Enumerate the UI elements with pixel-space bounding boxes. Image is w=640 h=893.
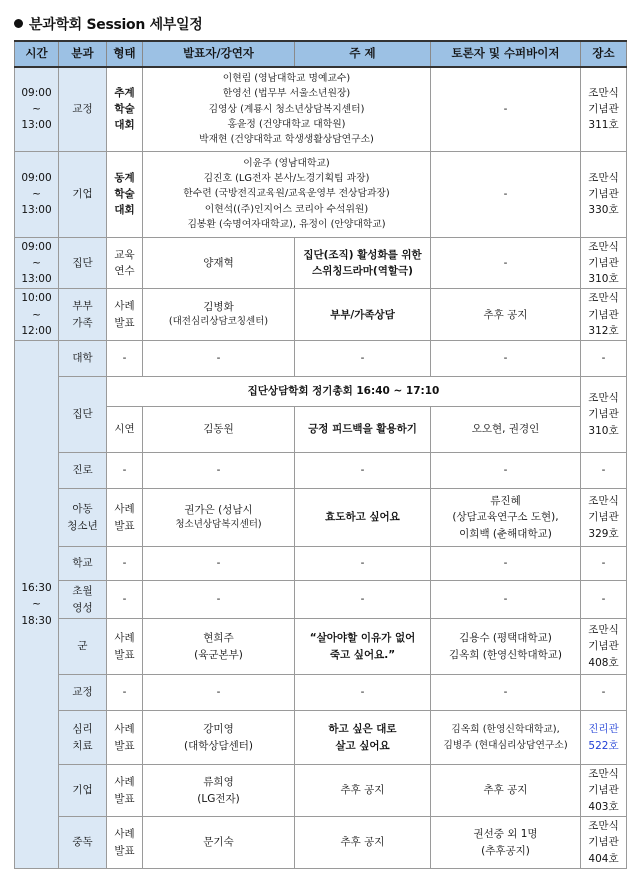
field-cell: 대학 [59,341,107,377]
form-cell: - [107,453,143,489]
table-row [15,711,627,765]
form-cell: 사례 발표 [107,765,143,817]
time-cell: 16:30 ~ 18:30 [15,341,59,869]
speaker-cell: 김병화 (대전심리상담코칭센터) [143,289,295,341]
table-row [15,67,627,151]
form-cell: 동계 학술 대회 [107,151,143,237]
topic-cell: 추후 공지 [295,765,431,817]
place-cell: 조만식 기념관 408호 [581,619,627,675]
table-row [15,489,627,547]
speaker-cell: 양재혁 [143,237,295,289]
discussant-cell: - [431,675,581,711]
page-title: 분과학회 Session 세부일정 [14,14,202,34]
header-time: 시간 [15,41,59,67]
field-cell: 아동 청소년 [59,489,107,547]
field-cell: 중독 [59,817,107,869]
field-cell: 부부 가족 [59,289,107,341]
field-cell: 집단 [59,237,107,289]
place-cell: - [581,581,627,619]
speaker-cell: 문기숙 [143,817,295,869]
discussant-cell: - [431,67,581,151]
discussant-cell: - [431,547,581,581]
speaker-cell: 강미영 (대학상담센터) [143,711,295,765]
header-discussant: 토론자 및 수퍼바이저 [431,41,581,67]
table-row [15,407,627,453]
discussant-cell: 권선중 외 1명 (추후공지) [431,817,581,869]
time-cell: 09:00 ~ 13:00 [15,237,59,289]
place-cell: 조만식 기념관 310호 [581,377,627,453]
form-cell: 사례 발표 [107,489,143,547]
form-cell: 추계 학술 대회 [107,67,143,151]
form-cell: - [107,547,143,581]
banner-cell: 집단상담학회 정기총회 16:40 ~ 17:10 [107,377,581,407]
discussant-cell: - [431,237,581,289]
place-cell: 조만식 기념관 403호 [581,765,627,817]
topic-cell: 집단(조직) 활성화를 위한 스위칭드라마(역할극) [295,237,431,289]
table-row [15,453,627,489]
header-place: 장소 [581,41,627,67]
discussant-cell: 김용수 (평택대학교) 김옥희 (한영신학대학교) [431,619,581,675]
topic-cell: - [295,675,431,711]
topic-cell: - [295,453,431,489]
table-row [15,619,627,675]
table-row [15,581,627,619]
topic-cell: 효도하고 싶어요 [295,489,431,547]
discussant-cell: - [431,341,581,377]
field-cell: 학교 [59,547,107,581]
table-row [15,289,627,341]
place-cell: - [581,341,627,377]
topic-cell: 부부/가족상담 [295,289,431,341]
time-cell: 09:00 ~ 13:00 [15,67,59,151]
field-cell: 기업 [59,765,107,817]
discussant-cell: - [431,453,581,489]
header-topic: 주 제 [295,41,431,67]
topic-cell: 추후 공지 [295,817,431,869]
table-row [15,151,627,237]
topic-cell: - [295,341,431,377]
form-cell: - [107,581,143,619]
field-cell: 초월 영성 [59,581,107,619]
table-row [15,765,627,817]
speaker-cell: - [143,341,295,377]
form-cell: 사례 발표 [107,619,143,675]
time-cell: 10:00 ~ 12:00 [15,289,59,341]
topic-cell: - [295,581,431,619]
field-cell: 교정 [59,675,107,711]
discussant-cell: 류진혜 (상담교육연구소 도현), 이희백 (춘해대학교) [431,489,581,547]
schedule-table [14,40,627,869]
table-row [15,237,627,289]
header-row [15,41,627,67]
speaker-cell: 이현림 (영남대학교 명예교수) 한영선 (법무부 서울소년원장) 김영상 (계룡시 청소년상담복지센터) 홍윤정 (건양대학교 대학원) 박재현 (건양대학교 학생생활상담연구소) [143,67,431,151]
place-cell: 조만식 기념관 310호 [581,237,627,289]
field-cell: 진로 [59,453,107,489]
place-cell: 진리관 522호 [581,711,627,765]
place-cell: 조만식 기념관 329호 [581,489,627,547]
table-row [15,817,627,869]
form-cell: - [107,341,143,377]
speaker-cell: - [143,453,295,489]
topic-cell: - [295,547,431,581]
topic-cell: 긍정 피드백을 활용하기 [295,407,431,453]
field-cell: 집단 [59,377,107,453]
form-cell: 사례 발표 [107,711,143,765]
speaker-cell: - [143,675,295,711]
topic-cell: 하고 싶은 대로 살고 싶어요 [295,711,431,765]
discussant-cell: 추후 공지 [431,289,581,341]
discussant-cell: 오오현, 권경인 [431,407,581,453]
header-speaker: 발표자/강연자 [143,41,295,67]
place-cell: 조만식 기념관 330호 [581,151,627,237]
speaker-cell: - [143,547,295,581]
form-cell: 교육 연수 [107,237,143,289]
field-cell: 심리 치료 [59,711,107,765]
place-cell: 조만식 기념관 404호 [581,817,627,869]
place-cell: 조만식 기념관 311호 [581,67,627,151]
speaker-cell: - [143,581,295,619]
discussant-cell: 추후 공지 [431,765,581,817]
speaker-cell: 류희영 (LG전자) [143,765,295,817]
time-cell: 09:00 ~ 13:00 [15,151,59,237]
table-row [15,547,627,581]
table-row [15,377,627,407]
field-cell: 군 [59,619,107,675]
form-cell: - [107,675,143,711]
place-cell: - [581,675,627,711]
place-cell: 조만식 기념관 312호 [581,289,627,341]
form-cell: 사례 발표 [107,817,143,869]
topic-cell: “살아야할 이유가 없어 죽고 싶어요.” [295,619,431,675]
form-cell: 시연 [107,407,143,453]
discussant-cell: 김옥희 (한영신학대학교), 김병주 (현대심리상담연구소) [431,711,581,765]
table-row [15,675,627,711]
header-field: 분과 [59,41,107,67]
speaker-cell: 김동원 [143,407,295,453]
field-cell: 교정 [59,67,107,151]
place-cell: - [581,547,627,581]
speaker-cell: 이윤주 (영남대학교) 김진호 (LG전자 본사/노경기획팀 과장) 한수련 (국방전직교육원/교육운영부 전상담과장) 이현석((주)인지어스 코리아 수석위원) 김봉환 (숙명여자대학교), 유정이 (안양대학교) [143,151,431,237]
form-cell: 사례 발표 [107,289,143,341]
place-cell: - [581,453,627,489]
field-cell: 기업 [59,151,107,237]
discussant-cell: - [431,581,581,619]
discussant-cell: - [431,151,581,237]
speaker-cell: 권가은 (성남시 청소년상담복지센터) [143,489,295,547]
speaker-cell: 현희주 (육군본부) [143,619,295,675]
table-row [15,341,627,377]
header-form: 형태 [107,41,143,67]
bullet-icon [14,19,23,28]
